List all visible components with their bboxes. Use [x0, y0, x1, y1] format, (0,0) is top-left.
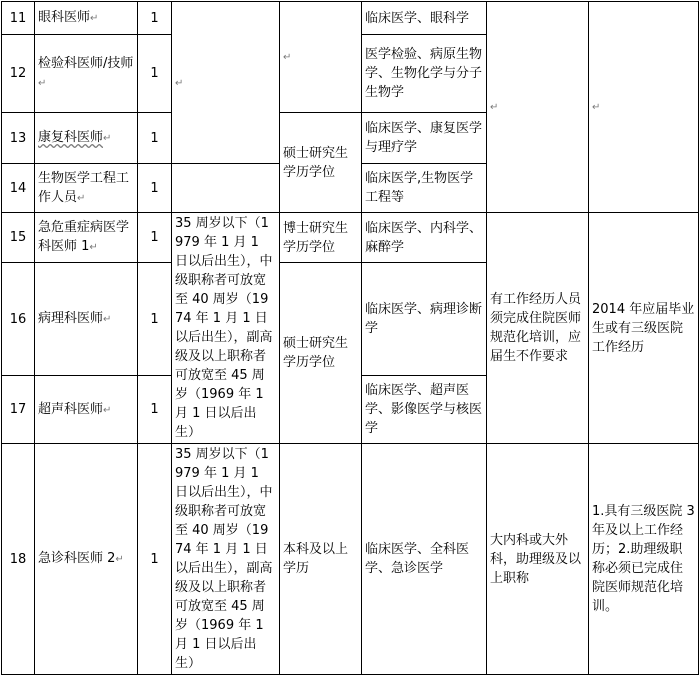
- age-requirement: 35 周岁以下（1979 年 1 月 1 日以后出生），中级职称者可放宽至 40 周岁（1974 年 1 月 1 日以后出生），副高级及以上职称者可放宽至 45 周岁（1969 年 1 月 1 日以后出生）: [172, 213, 280, 444]
- position-name: 超声科医师↵: [35, 376, 138, 444]
- age-cell-empty: ↵: [172, 2, 280, 164]
- age-cell-empty: [172, 164, 280, 213]
- row-number: 15: [2, 213, 35, 263]
- experience-cell-empty: ↵: [487, 2, 589, 213]
- experience-requirement: 有工作经历人员须完成住院医师规范化培训，应届生不作要求: [487, 213, 589, 444]
- position-name: 急诊科医师 2↵: [35, 444, 138, 675]
- hiring-count: 1: [138, 263, 172, 376]
- position-name: 康复科医师↵: [35, 113, 138, 164]
- major-requirement: 临床医学,生物医学工程等: [362, 164, 487, 213]
- major-requirement: 临床医学、眼科学: [362, 2, 487, 35]
- hiring-count: 1: [138, 376, 172, 444]
- hiring-count: 1: [138, 2, 172, 35]
- other-cell-empty: ↵: [589, 2, 699, 213]
- other-requirement: 2014 年应届毕业生或有三级医院工作经历: [589, 213, 699, 444]
- position-name: 眼科医师↵: [35, 2, 138, 35]
- row-number: 16: [2, 263, 35, 376]
- position-name: 生物医学工程工作人员↵: [35, 164, 138, 213]
- table-row: [2, 213, 699, 263]
- position-name: 病理科医师↵: [35, 263, 138, 376]
- major-requirement: 临床医学、康复医学与理疗学: [362, 113, 487, 164]
- table-row: [2, 444, 699, 675]
- major-requirement: 临床医学、病理诊断学: [362, 263, 487, 376]
- hiring-count: 1: [138, 35, 172, 113]
- major-requirement: 医学检验、病原生物学、生物化学与分子生物学: [362, 35, 487, 113]
- row-number: 12: [2, 35, 35, 113]
- row-number: 18: [2, 444, 35, 675]
- row-number: 17: [2, 376, 35, 444]
- other-requirement: 1.具有三级医院 3 年及以上工作经历；2.助理级职称必须已完成住院医师规范化培训。: [589, 444, 699, 675]
- row-number: 14: [2, 164, 35, 213]
- age-requirement: 35 周岁以下（1979 年 1 月 1 日以后出生），中级职称者可放宽至 40 周岁（1974 年 1 月 1 日以后出生），副高级及以上职称者可放宽至 45 周岁（1969 年 1 月 1 日以后出生）: [172, 444, 280, 675]
- major-requirement: 临床医学、全科医学、急诊医学: [362, 444, 487, 675]
- hiring-count: 1: [138, 113, 172, 164]
- education-cell-empty: ↵: [280, 2, 362, 113]
- major-requirement: 临床医学、超声医学、影像医学与核医学: [362, 376, 487, 444]
- major-requirement: 临床医学、内科学、麻醉学: [362, 213, 487, 263]
- row-number: 13: [2, 113, 35, 164]
- education-requirement: 本科及以上学历: [280, 444, 362, 675]
- table-row: [2, 2, 699, 35]
- row-number: 11: [2, 2, 35, 35]
- recruitment-table: [1, 1, 699, 675]
- education-requirement: 硕士研究生学历学位: [280, 113, 362, 213]
- hiring-count: 1: [138, 164, 172, 213]
- hiring-count: 1: [138, 444, 172, 675]
- experience-requirement: 大内科或大外科，助理级及以上职称: [487, 444, 589, 675]
- position-name: 检验科医师/技师↵: [35, 35, 138, 113]
- position-name: 急危重症病医学科医师 1↵: [35, 213, 138, 263]
- hiring-count: 1: [138, 213, 172, 263]
- education-requirement: 博士研究生学历学位: [280, 213, 362, 263]
- education-requirement: 硕士研究生学历学位: [280, 263, 362, 444]
